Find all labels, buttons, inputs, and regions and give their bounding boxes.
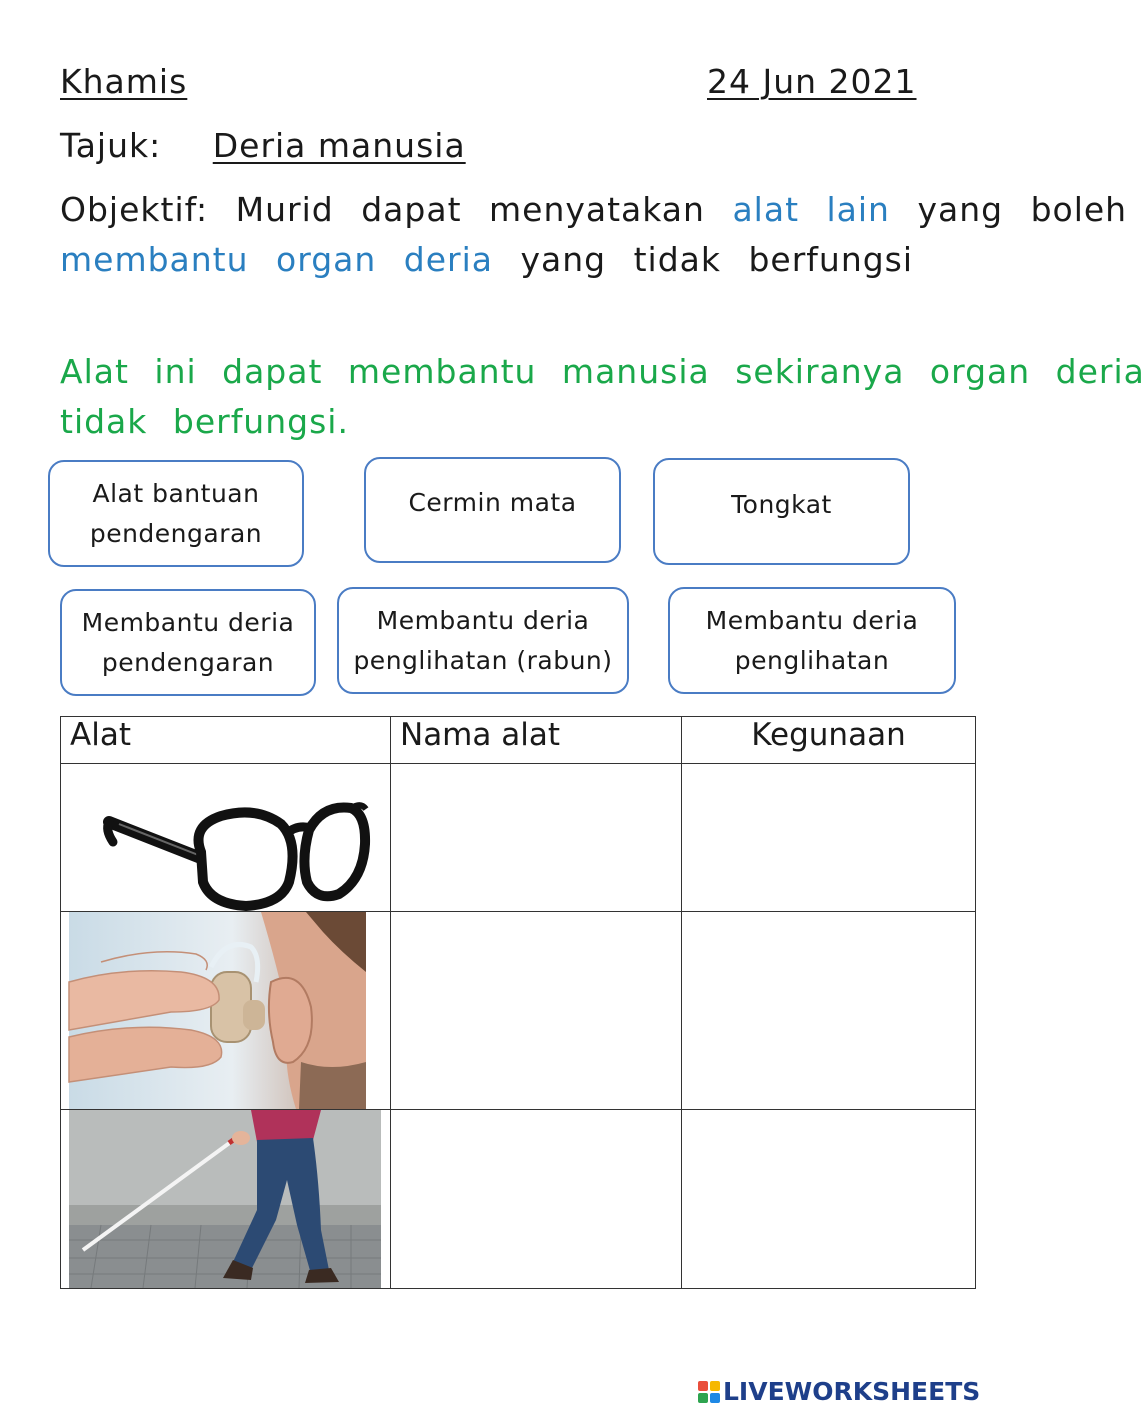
answer-input-nama-1[interactable]	[391, 764, 681, 836]
answer-input-kegunaan-2[interactable]	[682, 912, 975, 984]
table-header-row	[61, 717, 976, 764]
instruction-line-2: tidak berfungsi.	[60, 402, 349, 441]
answer-input-nama-2[interactable]	[391, 912, 681, 984]
answer-input-nama-3[interactable]	[391, 1110, 681, 1182]
answer-card-membantu-deria-pendengaran[interactable]	[60, 589, 316, 696]
title-value: Deria manusia	[212, 126, 466, 165]
answer-card-alat-bantuan-pendengaran[interactable]	[48, 460, 304, 567]
header-kegunaan: Kegunaan	[682, 717, 976, 764]
title-row	[60, 126, 466, 165]
answer-card-membantu-deria-penglihatan-rabun[interactable]	[337, 587, 629, 694]
glasses-image	[61, 764, 391, 912]
objective-line-2	[60, 240, 913, 279]
title-label: Tajuk:	[60, 126, 162, 165]
white-cane-image	[61, 1110, 391, 1289]
answer-cell-kegunaan-2[interactable]	[682, 912, 976, 1110]
worksheet-table	[60, 716, 976, 1289]
card-text: Membantu deria	[81, 607, 295, 637]
day-label: Khamis	[60, 62, 188, 101]
objective-line-1	[60, 190, 1127, 229]
liveworksheets-logo-icon	[698, 1381, 720, 1403]
objective-text: Murid dapat menyatakan	[235, 190, 705, 229]
card-text: penglihatan	[734, 645, 890, 675]
answer-cell-kegunaan-1[interactable]	[682, 764, 976, 912]
answer-input-kegunaan-3[interactable]	[682, 1110, 975, 1182]
instruction-line-1: Alat ini dapat membantu manusia sekiranya organ deria	[60, 352, 1145, 391]
header-alat: Alat	[61, 717, 391, 764]
answer-cell-nama-1[interactable]	[391, 764, 682, 912]
answer-cell-nama-3[interactable]	[391, 1110, 682, 1289]
card-text: Tongkat	[731, 489, 832, 519]
answer-card-tongkat[interactable]	[653, 458, 910, 565]
brand-text: LIVEWORKSHEETS	[723, 1377, 981, 1406]
objective-text: yang boleh	[917, 190, 1128, 229]
table-row	[61, 1110, 976, 1289]
objective-text: yang tidak berfungsi	[520, 240, 914, 279]
card-text: penglihatan (rabun)	[353, 645, 613, 675]
card-text: Alat bantuan	[92, 478, 260, 508]
answer-cell-kegunaan-3[interactable]	[682, 1110, 976, 1289]
card-text: Cermin mata	[408, 488, 577, 517]
card-text: Membantu deria	[705, 605, 919, 635]
date-label: 24 Jun 2021	[707, 62, 917, 101]
answer-card-cermin-mata[interactable]	[364, 457, 621, 563]
table-row	[61, 764, 976, 912]
liveworksheets-brand	[698, 1377, 980, 1406]
card-text: pendengaran	[89, 518, 263, 548]
answer-cell-nama-2[interactable]	[391, 912, 682, 1110]
table-row	[61, 912, 976, 1110]
hearing-aid-image	[61, 912, 391, 1110]
card-text: Membantu deria	[376, 605, 590, 635]
card-text: pendengaran	[101, 647, 275, 677]
header-nama-alat: Nama alat	[391, 717, 682, 764]
objective-highlight: membantu organ deria	[60, 240, 493, 279]
objective-highlight: alat lain	[732, 190, 890, 229]
answer-input-kegunaan-1[interactable]	[682, 764, 975, 836]
answer-card-membantu-deria-penglihatan[interactable]	[668, 587, 956, 694]
objective-label: Objektif:	[60, 190, 209, 229]
